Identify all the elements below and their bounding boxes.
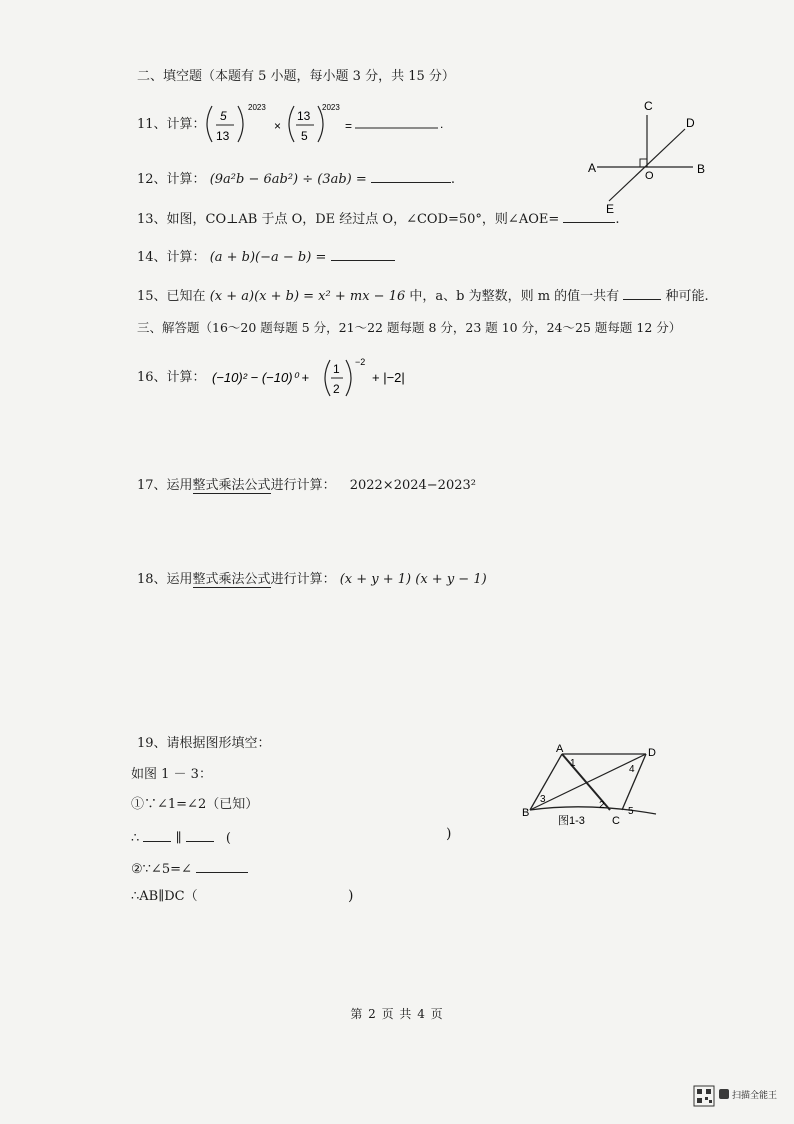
fig2-label-B: B	[522, 807, 530, 819]
q12-answer-blank[interactable]	[371, 170, 451, 183]
fig2-label-C: C	[612, 815, 620, 827]
q19-therefore-1: ∴	[131, 831, 140, 846]
q19-parallel: ∥	[175, 831, 182, 846]
q17-suffix: 进行计算：	[270, 478, 336, 493]
q15-prefix: 15、已知在	[137, 289, 206, 304]
fig2-label-D: D	[648, 747, 656, 759]
question-17	[137, 479, 476, 492]
q19-reason-close-1: )	[446, 826, 452, 842]
q19-conclusion: ∴AB∥DC（	[131, 889, 198, 904]
q14-answer-blank[interactable]	[331, 248, 395, 261]
q17-prefix: 17、运用	[137, 478, 193, 493]
fig2-caption: 图1-3	[558, 815, 585, 827]
q15-middle: 中，a、b 为整数，则 m 的值一共有	[409, 289, 620, 304]
question-14	[137, 248, 395, 264]
q16-half-num: 1	[333, 362, 340, 376]
q17-underlined: 整式乘法公式	[192, 478, 271, 493]
q16-formula	[212, 356, 432, 402]
q14-expression: (a + b)(−a − b) =	[209, 250, 327, 265]
q19-figure-reference: 如图 1 － 3：	[131, 767, 212, 782]
fig2-angle-5: 5	[628, 806, 634, 817]
q16-expression: (−10)² − (−10)⁰ +	[212, 370, 309, 385]
question-19-title: 19、请根据图形填空：	[137, 736, 271, 751]
q19-blank-3[interactable]	[196, 860, 248, 873]
q13-text: 13、如图，CO⊥AB 于点 O，DE 经过点 O，∠COD=50°，则∠AOE=	[137, 212, 560, 227]
q11-frac1-num: 5	[220, 109, 227, 123]
q15-answer-blank[interactable]	[623, 287, 661, 300]
section-2-heading: 二、填空题（本题有 5 小题，每小题 3 分，共 15 分）	[137, 69, 455, 84]
q19-line-3	[131, 860, 248, 876]
q16-half-den: 2	[333, 382, 340, 396]
scanner-label: 扫描全能王	[732, 1090, 778, 1100]
question-18	[137, 573, 487, 586]
fig1-label-A: A	[588, 161, 597, 175]
fig1-label-O: O	[645, 170, 654, 182]
q16-exponent: −2	[355, 357, 366, 367]
q19-since-angle5: ②∵∠5=∠	[131, 862, 192, 877]
q19-blank-2[interactable]	[186, 829, 214, 842]
q18-expression: (x + y + 1) (x + y − 1)	[339, 572, 487, 587]
q14-label: 14、计算：	[137, 250, 206, 265]
fig1-label-B: B	[697, 162, 706, 176]
fig2-angle-1: 1	[570, 758, 576, 769]
fig2-angle-4: 4	[629, 764, 635, 775]
fig2-label-A: A	[556, 743, 564, 755]
q18-underlined: 整式乘法公式	[192, 572, 271, 587]
q19-line-1: ①∵∠1=∠2（已知）	[131, 797, 259, 812]
q19-line-2	[131, 829, 231, 845]
q15-tail: 种可能.	[665, 289, 709, 304]
svg-text:.: .	[440, 117, 444, 131]
question-11	[137, 118, 206, 131]
question-16-label: 16、计算：	[137, 370, 206, 385]
q17-expression: 2022×2024−2023²	[349, 478, 476, 493]
q11-formula	[200, 100, 460, 148]
q11-frac2-den: 5	[301, 129, 308, 143]
q19-blank-1[interactable]	[143, 829, 171, 842]
question-15	[137, 287, 709, 303]
page-footer: 第 2 页 共 4 页	[350, 1007, 444, 1021]
q15-expression: (x + a)(x + b) = x² + mx − 16	[209, 289, 406, 304]
q11-times: ×	[274, 119, 282, 133]
fig1-label-D: D	[686, 116, 695, 130]
q12-expression: (9a²b − 6ab²) ÷ (3ab) =	[209, 172, 367, 187]
question-13: 13、如图，CO⊥AB 于点 O，DE 经过点 O，∠COD=50°，则∠AOE= .	[137, 212, 620, 227]
section-3-heading: 三、解答题（16～20 题每题 5 分，21～22 题每题 8 分，23 题 10 分，24～25 题每题 12 分）	[137, 320, 682, 335]
q19-line-4	[131, 890, 198, 903]
fig2-angle-3: 3	[540, 794, 546, 805]
q11-frac1-den: 13	[216, 129, 230, 143]
q16-tail: + |−2|	[372, 370, 405, 385]
q11-frac2-num: 13	[297, 109, 311, 123]
q11-exp2: 2023	[322, 103, 340, 112]
q11-equals: =	[345, 119, 353, 133]
q18-prefix: 18、运用	[137, 572, 193, 587]
q13-answer-blank[interactable]	[563, 210, 615, 223]
q12-label: 12、计算：	[137, 172, 206, 187]
figure-1-3	[518, 740, 668, 830]
question-12: 12、计算： (9a²b − 6ab²) ÷ (3ab) = .	[137, 172, 456, 187]
figure-perpendicular	[585, 95, 715, 215]
q19-reason-open: (	[225, 831, 231, 846]
fig1-label-E: E	[606, 202, 615, 215]
q11-exp1: 2023	[248, 103, 266, 112]
q18-suffix: 进行计算：	[270, 572, 336, 587]
scanner-watermark	[692, 1084, 782, 1110]
q19-reason-close-2: )	[348, 888, 354, 904]
q11-label: 11、计算：	[137, 117, 206, 132]
fig2-angle-2: 2	[599, 800, 605, 811]
fig1-label-C: C	[644, 99, 653, 113]
